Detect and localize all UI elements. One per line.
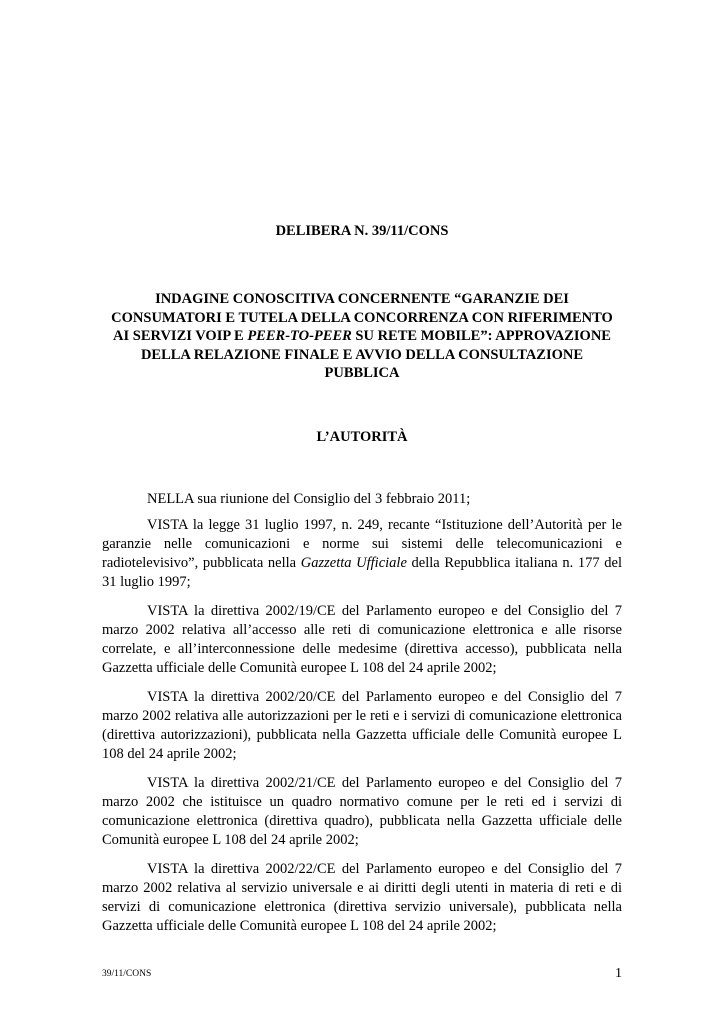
paragraph: VISTA la direttiva 2002/20/CE del Parlamento europeo e del Consiglio del 7 marzo 2002 relativa alle autorizzazioni per le reti e i servizi di comunicazione elettronica (direttiva autorizzazioni), pubblicata nella Gazzetta ufficiale delle Comunità europee L 108 del 24 aprile 2002; (102, 689, 622, 762)
paragraph: VISTA la direttiva 2002/19/CE del Parlamento europeo e del Consiglio del 7 marzo 2002 relativa all’accesso alle reti di comunicazione elettronica e alle risorse correlate, e all’interconnessione delle medesime (direttiva accesso), pubblicata nella Gazzetta ufficiale delle Comunità europee L 108 del 24 aprile 2002; (102, 603, 622, 676)
subject-line: CONSUMATORI E TUTELA DELLA CONCORRENZA CON RIFERIMENTO (111, 309, 613, 326)
subject-line: AI SERVIZI VOIP E PEER-TO-PEER SU RETE MOBILE”: APPROVAZIONE (113, 328, 611, 344)
authority-heading: L’AUTORITÀ (316, 429, 408, 445)
page-number: 1 (615, 966, 622, 981)
paragraph: VISTA la direttiva 2002/22/CE del Parlamento europeo e del Consiglio del 7 marzo 2002 relativa al servizio universale e ai diritti degli utenti in materia di reti e di servizi di comunicazione elettronica (direttiva servizio universale), pubblicata nella Gazzetta ufficiale delle Comunità europee L 108 del 24 aprile 2002; (102, 861, 622, 934)
paragraph: NELLA sua riunione del Consiglio del 3 febbraio 2011; (147, 491, 471, 507)
document-title: DELIBERA N. 39/11/CONS (275, 223, 449, 239)
paragraph: VISTA la legge 31 luglio 1997, n. 249, recante “Istituzione dell’Autorità per le garanzie nelle comunicazioni e norme sui sistemi delle telecomunicazioni e radiotelevisivo”, pubblicata nella Gazzetta Ufficiale della Repubblica italiana n. 177 del 31 luglio 1997; (102, 517, 622, 590)
subject-line: PUBBLICA (324, 365, 400, 381)
subject-line: DELLA RELAZIONE FINALE E AVVIO DELLA CONSULTAZIONE (140, 346, 584, 363)
subject-line: INDAGINE CONOSCITIVA CONCERNENTE “GARANZIE DEI (155, 291, 569, 307)
document-subject (102, 290, 622, 383)
paragraph: VISTA la direttiva 2002/21/CE del Parlamento europeo e del Consiglio del 7 marzo 2002 che istituisce un quadro normativo comune per le reti ed i servizi di comunicazione elettronica (direttiva quadro), pubblicata nella Gazzetta ufficiale delle Comunità europee L 108 del 24 aprile 2002; (102, 775, 622, 848)
footer-reference: 39/11/CONS (102, 969, 152, 979)
document-body (102, 490, 622, 946)
